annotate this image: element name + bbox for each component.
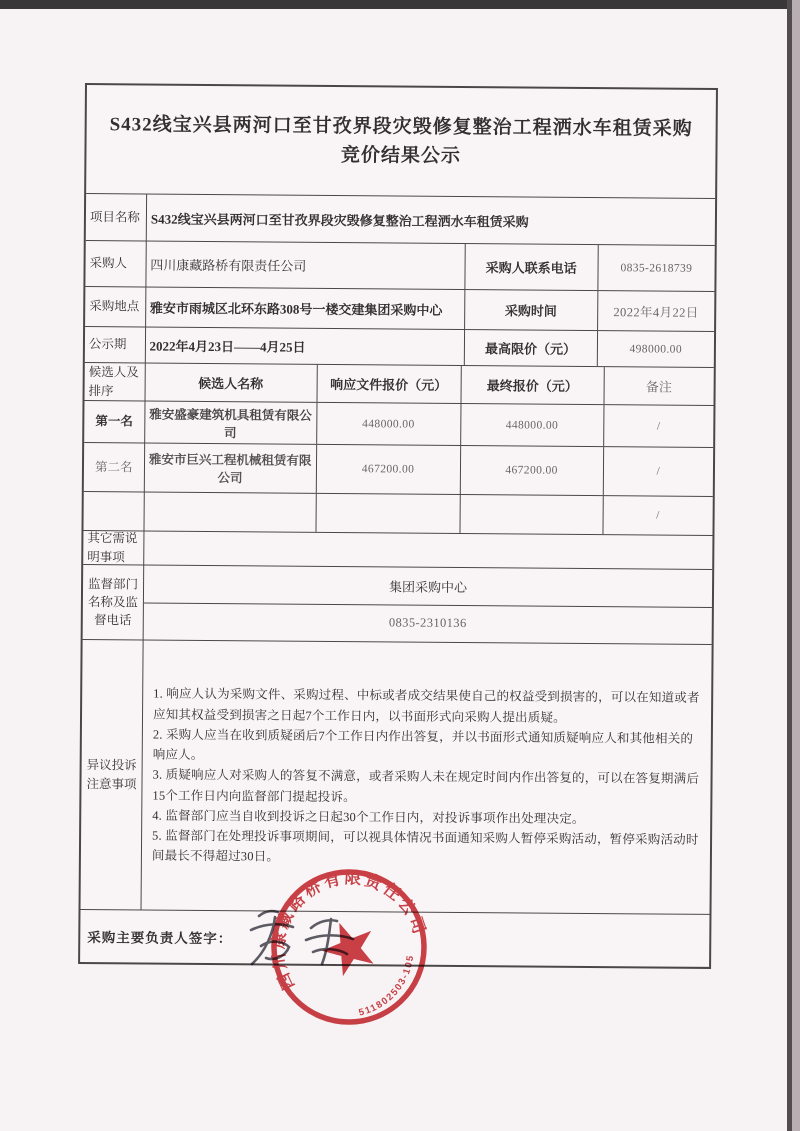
project-name-label: 项目名称 bbox=[89, 209, 141, 225]
complaint-notice-label: 异议投诉注意事项 bbox=[86, 758, 137, 791]
notice-item-4: 4. 监督部门应当自收到投诉之日起30个工作日内，对投诉事项作出处理决定。 bbox=[152, 808, 585, 826]
col-header-name: 候选人名称 bbox=[144, 363, 316, 401]
location-label: 采购地点 bbox=[89, 299, 140, 314]
row-other-matters bbox=[83, 530, 712, 569]
row-project-name bbox=[86, 193, 715, 245]
candidate-2-rank: 第二名 bbox=[94, 460, 133, 475]
signature-label: 采购主要负责人签字： bbox=[87, 930, 233, 947]
location-value: 雅安市雨城区北环东路308号一楼交建集团采购中心 bbox=[145, 287, 464, 329]
title-line-2: 竞价结果公示 bbox=[340, 145, 462, 167]
purchaser-label: 采购人 bbox=[89, 256, 128, 271]
candidate-2-doc-price: 467200.00 bbox=[315, 445, 459, 494]
candidate-2-final-price: 467200.00 bbox=[459, 446, 602, 495]
col-header-remark: 备注 bbox=[603, 367, 714, 405]
candidate-1-name: 雅安盛豪建筑机具租赁有限公司 bbox=[144, 401, 316, 443]
table-row-candidate-1 bbox=[84, 400, 713, 447]
time-value: 2022年4月22日 bbox=[597, 291, 715, 331]
other-matters-label: 其它需说明事项 bbox=[87, 531, 138, 564]
col-header-final-price: 最终报价（元） bbox=[460, 366, 603, 404]
supervision-values bbox=[143, 565, 713, 643]
seal-code: 511802503-105 bbox=[357, 953, 417, 1019]
candidate-1-final-price: 448000.00 bbox=[460, 404, 603, 446]
notice-item-2: 2. 采购人应当在收到质疑函后7个工作日内作出答复，并以书面形式通知质疑响应人和其他相关的响应人。 bbox=[152, 727, 694, 763]
row-purchaser bbox=[85, 240, 714, 291]
col-header-doc-price: 响应文件报价（元） bbox=[316, 365, 460, 403]
row-location bbox=[85, 286, 714, 331]
supervision-phone: 0835-2310136 bbox=[144, 602, 712, 644]
supervision-label: 监督部门名称及监督电话 bbox=[87, 576, 139, 628]
table-row-candidate-2 bbox=[84, 442, 713, 496]
notice-item-5: 5. 监督部门在处理投诉事项期间，可以视具体情况书面通知采购人暂停采购活动，暂停采购活动时间最长不得超过30日。 bbox=[151, 828, 699, 864]
purchaser-value: 四川康藏路桥有限责任公司 bbox=[145, 241, 464, 289]
col-header-rank: 候选人及排序 bbox=[88, 365, 139, 398]
complaint-notice-body bbox=[141, 640, 712, 913]
time-label: 采购时间 bbox=[464, 290, 597, 330]
title-line-1: S432线宝兴县两河口至甘孜界段灾毁修复整治工程洒水车租赁采购 bbox=[109, 113, 693, 140]
publicity-label: 公示期 bbox=[88, 337, 127, 352]
candidate-1-doc-price: 448000.00 bbox=[316, 403, 460, 445]
max-price-value: 498000.00 bbox=[597, 331, 715, 367]
other-matters-value bbox=[143, 531, 712, 568]
scan-edge-right bbox=[787, 0, 792, 1131]
candidate-3-name bbox=[143, 492, 315, 531]
seal-company-name: 四川康藏路桥有限责任公司 bbox=[268, 868, 430, 993]
seal-star-icon bbox=[315, 913, 383, 980]
candidate-1-rank: 第一名 bbox=[95, 414, 133, 429]
candidate-3-rank bbox=[83, 492, 143, 530]
candidate-2-name: 雅安市巨兴工程机械租赁有限公司 bbox=[143, 443, 315, 492]
purchaser-phone-label: 采购人联系电话 bbox=[464, 244, 598, 290]
candidate-2-remark: / bbox=[602, 447, 713, 496]
notice-item-1: 1. 响应人认为采购文件、采购过程、中标或者成交结果使自己的权益受到损害的，可以在知道或者应知其权益受到损害之日起7个工作日内，以书面形式向采购人提出质疑。 bbox=[152, 686, 700, 725]
candidate-3-final-price bbox=[459, 495, 602, 534]
notice-item-3: 3. 质疑响应人对采购人的答复不满意，或者采购人未在规定时间内作出答复的，可以在答复期满后15个工作日内向监督部门提起投诉。 bbox=[152, 767, 700, 804]
scan-edge-top bbox=[0, 0, 800, 9]
row-supervision bbox=[83, 564, 713, 644]
row-publicity-period bbox=[85, 326, 714, 367]
complaint-notice-text bbox=[152, 684, 701, 871]
max-price-label: 最高限价（元） bbox=[463, 330, 596, 366]
purchaser-phone-value: 0835-2618739 bbox=[597, 245, 715, 291]
publicity-value: 2022年4月23日——4月25日 bbox=[144, 327, 463, 365]
candidate-3-remark: / bbox=[602, 496, 713, 535]
project-name-value: S432线宝兴县两河口至甘孜界段灾毁修复整治工程洒水车租赁采购 bbox=[146, 194, 715, 244]
candidate-1-remark: / bbox=[603, 405, 714, 447]
supervision-name: 集团采购中心 bbox=[388, 579, 468, 595]
announcement-table bbox=[78, 83, 718, 969]
scan-edge-right-light bbox=[792, 0, 800, 1131]
candidate-3-doc-price bbox=[315, 494, 459, 533]
table-row-candidate-empty bbox=[83, 491, 712, 535]
document-title bbox=[86, 85, 716, 198]
row-candidates-header bbox=[85, 362, 714, 405]
